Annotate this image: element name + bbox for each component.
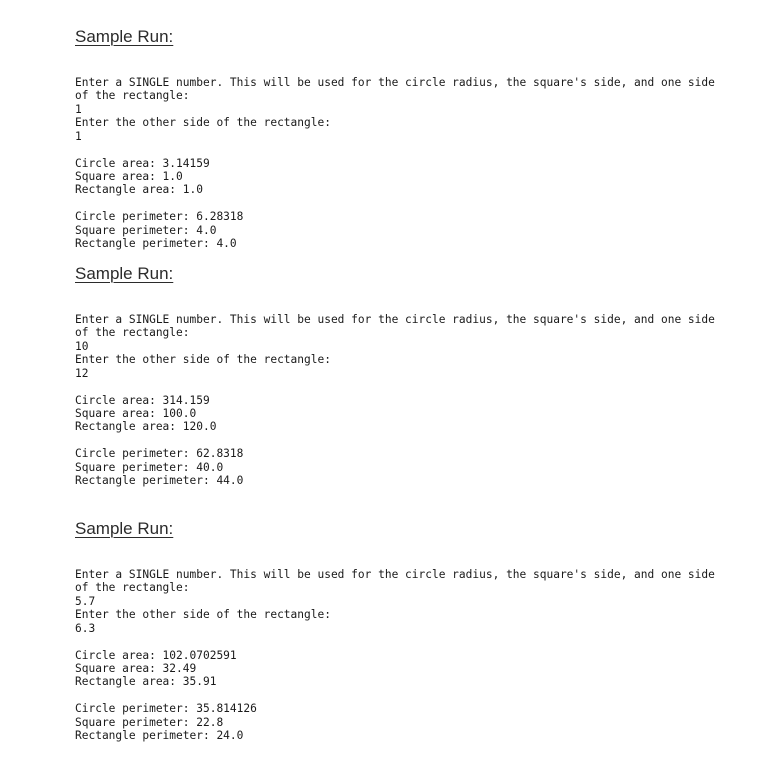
sample-run-3	[75, 519, 715, 742]
rectangle-perimeter: Rectangle perimeter: 4.0	[75, 237, 237, 251]
circle-perimeter: Circle perimeter: 35.814126	[75, 702, 257, 716]
square-perimeter: Square perimeter: 4.0	[75, 223, 217, 237]
circle-perimeter: Circle perimeter: 6.28318	[75, 210, 244, 224]
console-output	[75, 76, 715, 250]
square-area: Square area: 100.0	[75, 406, 197, 420]
rectangle-perimeter: Rectangle perimeter: 44.0	[75, 474, 244, 488]
square-area: Square area: 32.49	[75, 661, 197, 675]
square-perimeter: Square perimeter: 40.0	[75, 460, 224, 474]
square-area: Square area: 1.0	[75, 169, 183, 183]
prompt-radius: Enter a SINGLE number. This will be used for the circle radius, the square's side, and one side of the rectangle:	[75, 568, 715, 595]
circle-area: Circle area: 3.14159	[75, 156, 210, 170]
sample-run-heading: Sample Run:	[75, 27, 174, 46]
circle-perimeter: Circle perimeter: 62.8318	[75, 447, 244, 461]
console-output	[75, 313, 715, 487]
sample-run-1	[75, 27, 715, 250]
sample-run-heading: Sample Run:	[75, 519, 174, 538]
sample-run-heading: Sample Run:	[75, 264, 174, 283]
input-other-side: 6.3	[75, 621, 96, 635]
prompt-radius: Enter a SINGLE number. This will be used for the circle radius, the square's side, and one side of the rectangle:	[75, 313, 715, 340]
input-radius: 10	[75, 339, 89, 353]
circle-area: Circle area: 102.0702591	[75, 648, 237, 662]
input-radius: 1	[75, 102, 82, 116]
rectangle-area: Rectangle area: 120.0	[75, 420, 217, 434]
circle-area: Circle area: 314.159	[75, 393, 210, 407]
console-output	[75, 568, 715, 742]
square-perimeter: Square perimeter: 22.8	[75, 715, 224, 729]
rectangle-area: Rectangle area: 1.0	[75, 183, 203, 197]
rectangle-area: Rectangle area: 35.91	[75, 675, 217, 689]
prompt-radius: Enter a SINGLE number. This will be used for the circle radius, the square's side, and one side of the rectangle:	[75, 76, 715, 103]
input-other-side: 12	[75, 366, 89, 380]
prompt-other-side: Enter the other side of the rectangle:	[75, 116, 331, 130]
prompt-other-side: Enter the other side of the rectangle:	[75, 353, 331, 367]
input-radius: 5.7	[75, 594, 96, 608]
prompt-other-side: Enter the other side of the rectangle:	[75, 608, 331, 622]
sample-run-2	[75, 264, 715, 487]
input-other-side: 1	[75, 129, 82, 143]
rectangle-perimeter: Rectangle perimeter: 24.0	[75, 729, 244, 743]
